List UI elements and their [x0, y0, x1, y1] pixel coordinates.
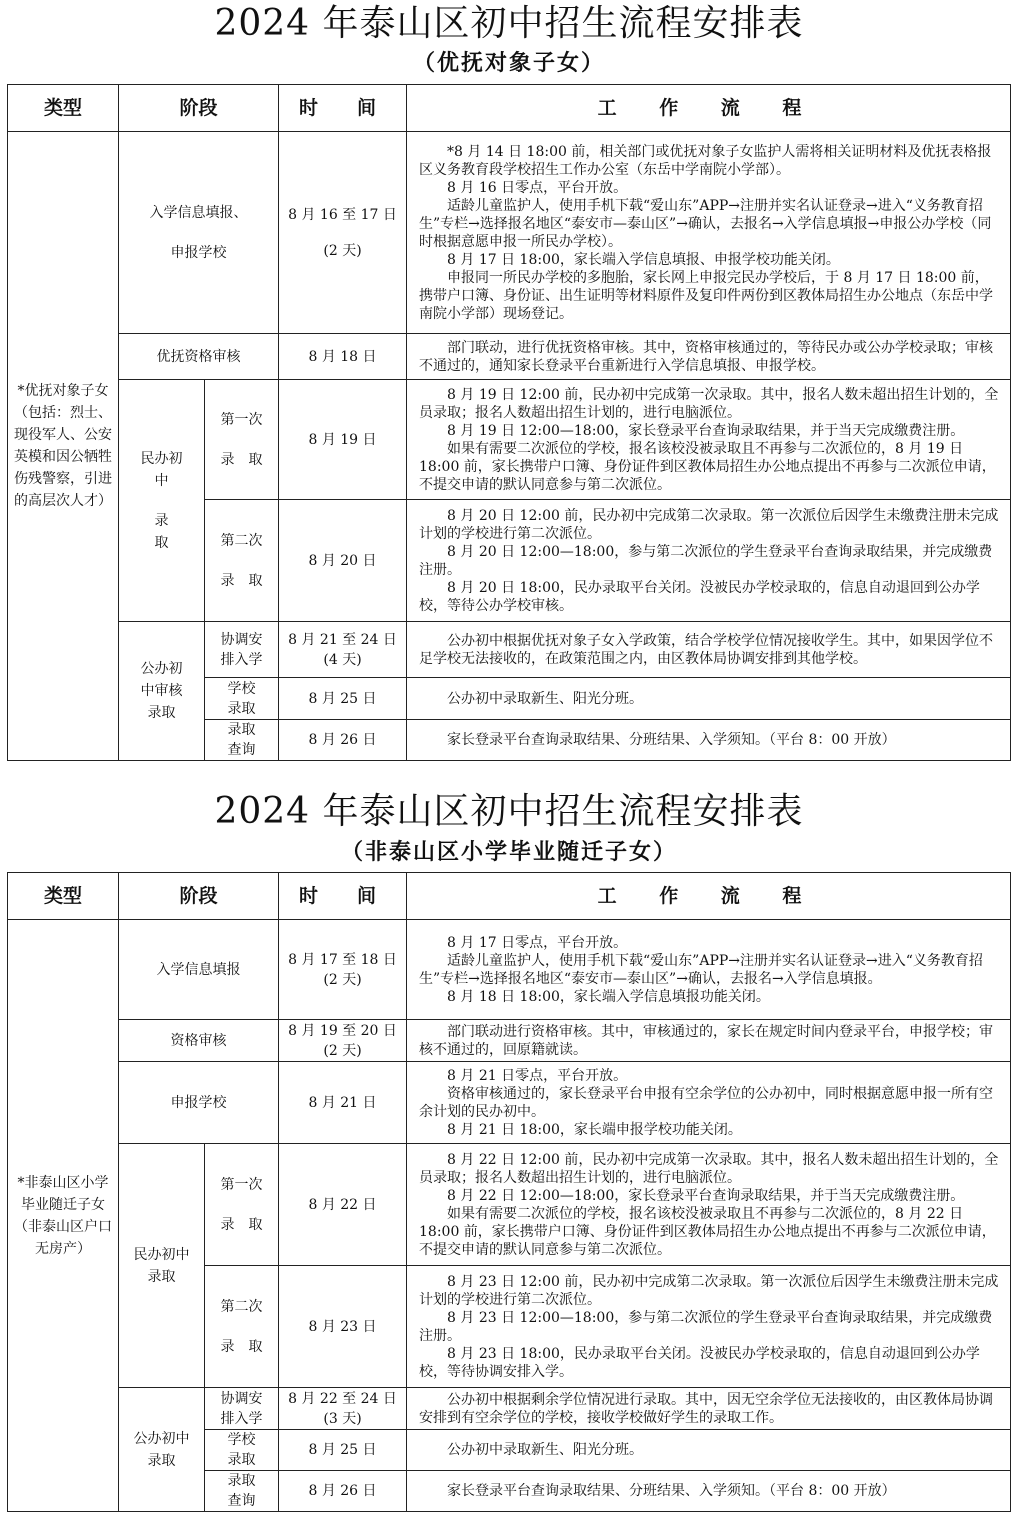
flow-paragraph: 8 月 20 日 12:00 前，民办初中完成第二次录取。第一次派位后因学生未缴费注册未完成计划的学校进行第二次派位。 — [419, 507, 999, 542]
table-row — [8, 1020, 1011, 1062]
flow-cell — [407, 380, 1011, 500]
flow-paragraph: 8 月 19 日 12:00 前，民办初中完成第一次录取。其中，报名人数未超出招生计划的，全员录取；报名人数超出招生计划的，进行电脑派位。 — [419, 386, 999, 421]
flow-paragraph: 8 月 23 日 12:00 前，民办初中完成第二次录取。第一次派位后因学生未缴费注册未完成计划的学校进行第二次派位。 — [419, 1273, 999, 1308]
flow-paragraph: 8 月 19 日 12:00—18:00，家长登录平台查询录取结果，并于当天完成缴费注册。 — [447, 422, 965, 439]
group-line: 录取 — [147, 705, 176, 721]
sub-line: 排入学 — [220, 1410, 263, 1427]
sub-stage-cell — [205, 622, 279, 678]
flow-paragraph: 8 月 20 日 12:00—18:00，参与第二次派位的学生登录平台查询录取结果，并完成缴费注册。 — [419, 543, 993, 578]
time-cell: 8 月 26 日 — [279, 1471, 407, 1512]
flow-paragraph: *8 月 14 日 18:00 前，相关部门或优抚对象子女监护人需将相关证明材料及优抚表格报区义务教育段学校招生工作办公室（东岳中学南院小学部）。 — [419, 143, 992, 178]
time-cell — [279, 920, 407, 1020]
sub-line: 查询 — [227, 742, 256, 758]
table-row — [8, 1144, 1011, 1266]
table-row — [8, 1388, 1011, 1430]
flow-paragraph: 公办初中录取新生、阳光分班。 — [447, 690, 644, 707]
section2-subtitle: （非泰山区小学毕业随迁子女） — [340, 840, 677, 865]
sub-stage-cell — [205, 1471, 279, 1512]
sub-stage-cell — [205, 1266, 279, 1388]
header-time: 时 间 — [279, 873, 407, 920]
flow-cell — [407, 1471, 1011, 1512]
flow-paragraph: 8 月 23 日 18:00，民办录取平台关闭。没被民办学校录取的，信息自动退回到公办学校，等待协调安排入学。 — [419, 1345, 980, 1380]
stage-line: 申报学校 — [170, 244, 227, 261]
header-type: 类型 — [8, 85, 119, 132]
table-row — [8, 1062, 1011, 1144]
time-line: (3 天) — [323, 1410, 362, 1427]
flow-paragraph: 申报同一所民办学校的多胞胎，家长网上申报完民办学校后，于 8 月 17 日 18:00 前，携带户口簿、身份证、出生证明等材料原件及复印件两份到区教体局招生办公地点（东岳中学南院小学部）现场登记。 — [419, 269, 994, 322]
time-cell: 8 月 19 日 — [279, 380, 407, 500]
time-line: 8 月 17 至 18 日 — [288, 951, 397, 968]
group-line: 取 — [154, 534, 169, 551]
flow-paragraph: 适龄儿童监护人，使用手机下载“爱山东”APP→注册并实名认证登录→进入“义务教育招生”专栏→选择报名地区“泰安市—泰山区”→确认，去报名→入学信息填报。 — [419, 952, 983, 987]
flow-paragraph: 8 月 20 日 18:00，民办录取平台关闭。没被民办学校录取的，信息自动退回到公办学校，等待公办学校审核。 — [419, 579, 980, 614]
time-line: (4 天) — [323, 651, 362, 668]
sub-stage-cell — [205, 380, 279, 500]
time-line: 8 月 16 至 17 日 — [288, 206, 397, 223]
sub-line: 学校 — [227, 680, 256, 697]
time-cell: 8 月 21 日 — [279, 1062, 407, 1144]
time-cell — [279, 132, 407, 334]
time-line: (2 天) — [323, 1042, 362, 1059]
sub-line: 协调安 — [220, 1390, 263, 1407]
group-public-cell — [119, 1388, 205, 1512]
sub-line: 录 取 — [220, 1338, 263, 1355]
flow-cell — [407, 1020, 1011, 1062]
sub-line: 录取 — [227, 1473, 256, 1489]
flow-cell — [407, 622, 1011, 678]
flow-paragraph: 8 月 16 日零点，平台开放。 — [447, 179, 628, 196]
group-line: 公办初 — [140, 661, 183, 677]
sub-line: 协调安 — [220, 631, 263, 648]
flow-paragraph: 如果有需要二次派位的学校，报名该校没被录取且不再参与二次派位的，8 月 22 日 18:00 前，家长携带户口簿、身份证件到区教体局招生办公地点提出不再参与二次派位申请，不提交申请的默认同意参与第二次派位。 — [419, 1205, 996, 1258]
section2-table — [7, 872, 1011, 1512]
flow-cell — [407, 334, 1011, 380]
section1-subtitle: （优抚对象子女） — [412, 51, 605, 76]
sub-line: 第二次 — [220, 532, 263, 549]
group-line: 民办初中 — [133, 1246, 190, 1263]
flow-paragraph: 8 月 22 日 12:00 前，民办初中完成第一次录取。其中，报名人数未超出招生计划的，全员录取；报名人数超出招生计划的，进行电脑派位。 — [419, 1151, 999, 1186]
time-cell: 8 月 25 日 — [279, 678, 407, 720]
sub-line: 录取 — [227, 722, 256, 738]
sub-line: 第二次 — [220, 1298, 263, 1315]
type-cell: *优抚对象子女（包括：烈士、现役军人、公安英模和因公牺牲伤残警察，引进的高层次人才） — [8, 132, 119, 761]
group-public-cell — [119, 622, 205, 761]
stage-cell: 申报学校 — [119, 1062, 279, 1144]
sub-line: 学校 — [227, 1432, 256, 1448]
flow-paragraph: 如果有需要二次派位的学校，报名该校没被录取且不再参与二次派位的，8 月 19 日 18:00 前，家长携带户口簿、身份证件到区教体局招生办公地点提出不再参与二次派位申请，不提交申请的默认同意参与第二次派位。 — [419, 440, 996, 493]
time-cell: 8 月 23 日 — [279, 1266, 407, 1388]
header-stage: 阶段 — [119, 873, 279, 920]
sub-stage-cell — [205, 720, 279, 761]
group-private-cell — [119, 1144, 205, 1388]
time-cell — [279, 1388, 407, 1430]
flow-paragraph: 资格审核通过的，家长登录平台申报有空余学位的公办初中，同时根据意愿申报一所有空余计划的民办初中。 — [419, 1085, 994, 1120]
group-private-cell — [119, 380, 205, 622]
flow-paragraph: 8 月 21 日零点，平台开放。 — [447, 1067, 628, 1084]
header-time: 时 间 — [279, 85, 407, 132]
stage-cell: 资格审核 — [119, 1020, 279, 1062]
table-row — [8, 132, 1011, 334]
table-row — [8, 334, 1011, 380]
time-line: 8 月 22 至 24 日 — [288, 1390, 397, 1407]
time-line: (2 天) — [323, 971, 362, 988]
flow-paragraph: 8 月 23 日 12:00—18:00，参与第二次派位的学生登录平台查询录取结果，并完成缴费注册。 — [419, 1309, 993, 1344]
flow-cell — [407, 1266, 1011, 1388]
flow-paragraph: 8 月 18 日 18:00，家长端入学信息填报功能关闭。 — [447, 988, 770, 1005]
group-line: 录 — [154, 512, 169, 529]
sub-line: 录取 — [227, 700, 256, 717]
time-cell: 8 月 18 日 — [279, 334, 407, 380]
flow-paragraph: 8 月 17 日 18:00，家长端入学信息填报、申报学校功能关闭。 — [447, 251, 840, 268]
stage-line: 入学信息填报、 — [149, 204, 248, 221]
flow-paragraph: 8 月 22 日 12:00—18:00，家长登录平台查询录取结果，并于当天完成缴费注册。 — [447, 1187, 965, 1204]
flow-cell — [407, 1062, 1011, 1144]
flow-paragraph: 部门联动，进行优抚资格审核。其中，资格审核通过的，等待民办或公办学校录取；审核不通过的，通知家长登录平台重新进行入学信息填报、申报学校。 — [419, 339, 994, 374]
flow-cell — [407, 920, 1011, 1020]
section1-title: 2024 年泰山区初中招生流程安排表 — [214, 3, 804, 44]
table-header-row — [8, 873, 1011, 920]
stage-cell: 入学信息填报 — [119, 920, 279, 1020]
flow-paragraph: 家长登录平台查询录取结果、分班结果、入学须知。（平台 8：00 开放） — [447, 732, 896, 748]
header-flow: 工 作 流 程 — [407, 873, 1011, 920]
group-line: 录取 — [147, 1268, 176, 1285]
group-line: 民办初 — [140, 450, 183, 467]
time-cell: 8 月 20 日 — [279, 500, 407, 622]
header-stage: 阶段 — [119, 85, 279, 132]
flow-paragraph: 部门联动进行资格审核。其中，审核通过的，家长在规定时间内登录平台，申报学校；审核不通过的，回原籍就读。 — [419, 1023, 994, 1058]
sub-line: 录取 — [227, 1452, 256, 1468]
group-line: 中审核 — [140, 683, 183, 699]
group-line: 公办初中 — [133, 1430, 190, 1447]
sub-stage-cell — [205, 1388, 279, 1430]
time-cell — [279, 1020, 407, 1062]
time-line: (2 天) — [323, 242, 362, 259]
flow-cell — [407, 1388, 1011, 1430]
sub-line: 排入学 — [220, 651, 263, 668]
stage-cell: 优抚资格审核 — [119, 334, 279, 380]
sub-stage-cell — [205, 500, 279, 622]
time-line: 8 月 21 至 24 日 — [288, 631, 397, 648]
sub-line: 录 取 — [220, 451, 263, 468]
flow-cell — [407, 132, 1011, 334]
header-flow: 工 作 流 程 — [407, 85, 1011, 132]
flow-cell — [407, 1430, 1011, 1471]
stage-cell — [119, 132, 279, 334]
group-line: 中 — [154, 472, 169, 489]
flow-cell — [407, 678, 1011, 720]
time-line: 8 月 19 至 20 日 — [288, 1022, 397, 1039]
flow-paragraph: 8 月 17 日零点，平台开放。 — [447, 934, 628, 951]
table-row — [8, 622, 1011, 678]
sub-line: 第一次 — [220, 1176, 263, 1193]
time-cell — [279, 622, 407, 678]
table-row — [8, 920, 1011, 1020]
flow-paragraph: 公办初中根据剩余学位情况进行录取。其中，因无空余学位无法接收的，由区教体局协调安排到有空余学位的学校，接收学校做好学生的录取工作。 — [419, 1391, 994, 1426]
flow-paragraph: 8 月 21 日 18:00，家长端申报学校功能关闭。 — [447, 1121, 742, 1138]
header-type: 类型 — [8, 873, 119, 920]
flow-paragraph: 公办初中录取新生、阳光分班。 — [447, 1442, 644, 1458]
sub-stage-cell — [205, 678, 279, 720]
section1-table — [7, 84, 1011, 761]
flow-paragraph: 公办初中根据优抚对象子女入学政策，结合学校学位情况接收学生。其中，如果因学位不足学校无法接收的，在政策范围之内，由区教体局协调安排到其他学校。 — [419, 632, 994, 667]
sub-stage-cell — [205, 1144, 279, 1266]
table-row — [8, 380, 1011, 500]
flow-paragraph: 适龄儿童监护人，使用手机下载“爱山东”APP→注册并实名认证登录→进入“义务教育招生”专栏→选择报名地区“泰安市—泰山区”→确认，去报名→入学信息填报→申报公办学校（同时根据意愿申报一所民办学校）。 — [419, 197, 992, 250]
time-cell: 8 月 22 日 — [279, 1144, 407, 1266]
section2-title: 2024 年泰山区初中招生流程安排表 — [214, 791, 804, 832]
flow-cell — [407, 500, 1011, 622]
time-cell: 8 月 25 日 — [279, 1430, 407, 1471]
sub-line: 查询 — [227, 1493, 256, 1509]
type-cell: *非泰山区小学毕业随迁子女（非泰山区户口无房产） — [8, 920, 119, 1512]
sub-stage-cell — [205, 1430, 279, 1471]
table-header-row — [8, 85, 1011, 132]
flow-cell — [407, 1144, 1011, 1266]
group-line: 录取 — [147, 1452, 176, 1469]
sub-line: 录 取 — [220, 572, 263, 589]
sub-line: 第一次 — [220, 411, 263, 428]
flow-paragraph: 家长登录平台查询录取结果、分班结果、入学须知。（平台 8：00 开放） — [447, 1483, 896, 1499]
time-cell: 8 月 26 日 — [279, 720, 407, 761]
sub-line: 录 取 — [220, 1216, 263, 1233]
flow-cell — [407, 720, 1011, 761]
